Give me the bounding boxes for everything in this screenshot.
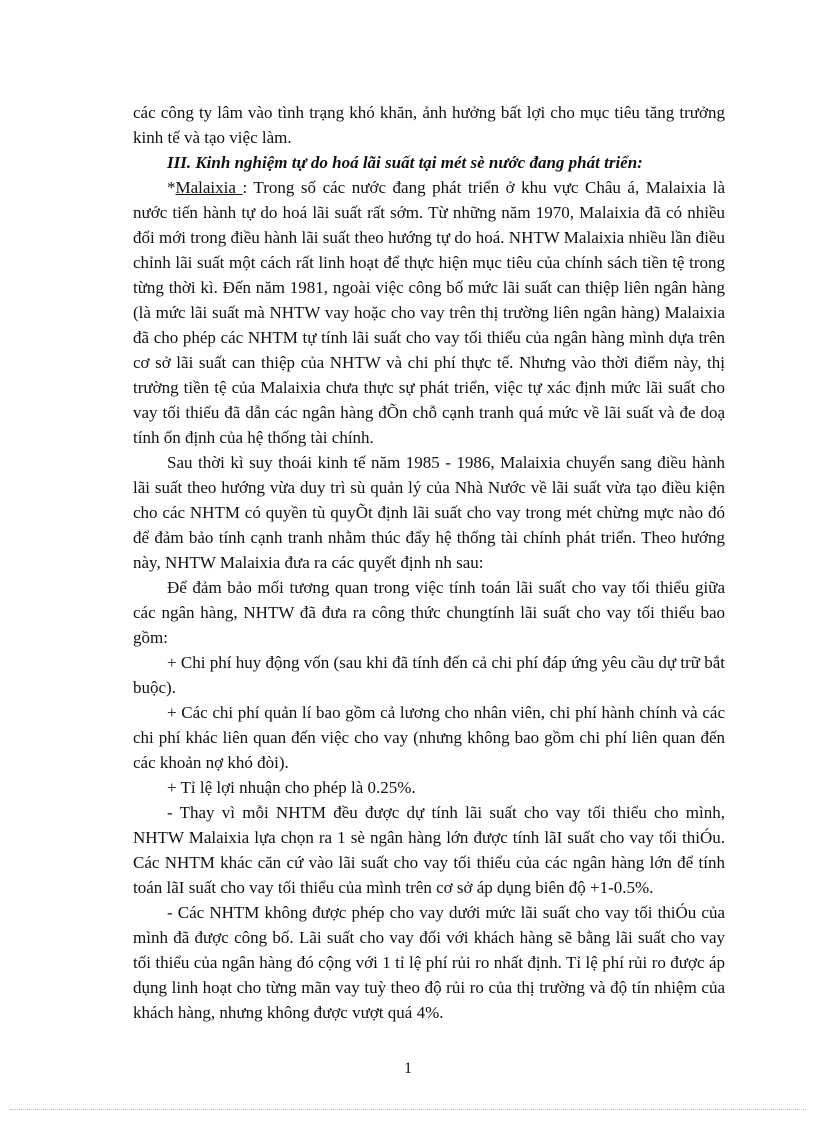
page-number: 1 xyxy=(404,1060,412,1077)
dash-item-min-rate: - Các NHTM không được phép cho vay dưới mức lãi suất cho vay tối thiÓu của mình đã được công bố. Lãi suất cho vay đối với khách hàng sẽ bằng lãi suất cho vay tối thiểu của ngân hàng đó cộng với 1 tỉ lệ phí rủi ro nhất định. Tỉ lệ phí rủi ro được áp dụng linh hoạt cho từng mãn vay tuỳ theo độ rủi ro của thị trường và độ tín nhiệm của khách hàng, nhưng không được vượt quá 4%. xyxy=(133,903,725,1022)
intro-paragraph: các công ty lâm vào tình trạng khó khăn, ảnh hưởng bất lợi cho mục tiêu tăng trưởng kinh tế và tạo việc làm. xyxy=(133,103,725,147)
list-item-profit-rate: + Tỉ lệ lợi nhuận cho phép là 0.25%. xyxy=(167,778,416,797)
page-bottom-divider xyxy=(10,1109,806,1110)
malaysia-text: : Trong số các nước đang phát triển ở khu vực Châu á, Malaixia là nước tiến hành tự do hoá lãi suất rất sớm. Từ những năm 1970, Malaixia đã có nhiều đổi mới trong điều hành lãi suất theo hướng tự do hoá. NHTW Malaixia nhiều lần điều chỉnh lãi suất một cách rất linh hoạt để thực hiện mục tiêu của chính sách tiền tệ trong từng thời kì. Đến năm 1981, ngoài việc công bố mức lãi suất can thiệp liên ngân hàng (là mức lãi suất mà NHTW vay hoặc cho vay trên thị trường liên ngân hàng) Malaixia đã cho phép các NHTM tự tính lãi suất cho vay tối thiểu của ngân hàng mình dựa trên cơ sở lãi suất can thiệp của NHTW và chi phí thực tế. Nhưng vào thời điểm này, thị trường tiền tệ của Malaixia chưa thực sự phát triển, việc tự xác định mức lãi suất cho vay tối thiểu đã dẫn các ngân hàng đÕn chỗ cạnh tranh quá mức về lãi suất và đe doạ tính ổn định của hệ thống tài chính. xyxy=(133,178,726,447)
paragraph-reform: Sau thời kì suy thoái kinh tế năm 1985 - 1986, Malaixia chuyển sang điều hành lãi suất theo hướng vừa duy trì sù quản lý của Nhà Nước về lãi suất vừa tạo điều kiện cho các NHTM có quyền tù quyÕt định lãi suất cho vay trong mét chừng mực nào đó để đảm bảo tính cạnh tranh nhằm thúc đẩy hệ thống tài chính phát triển. Theo hướng này, NHTW Malaixia đưa ra các quyết định nh sau: xyxy=(133,453,725,572)
list-item-funding-cost: + Chi phí huy động vốn (sau khi đã tính đến cả chi phí đáp ứng yêu cầu dự trữ bắt buộc). xyxy=(133,653,725,697)
paragraph-formula: Để đảm bảo mối tương quan trong việc tính toán lãi suất cho vay tối thiểu giữa các ngân hàng, NHTW đã đưa ra công thức chungtính lãi suất cho vay tối thiểu bao gồm: xyxy=(133,578,725,647)
document-body xyxy=(133,100,725,1025)
dash-item-base-banks: - Thay vì mỗi NHTM đều được dự tính lãi suất cho vay tối thiểu cho mình, NHTW Malaixia lựa chọn ra 1 sè ngân hàng lớn được tính lãI suất cho vay tối thiÓu. Các NHTM khác căn cứ vào lãi suất cho vay tối thiểu của các ngân hàng lớn để tính toán lãI suất cho vay tối thiểu của mình trên cơ sở áp dụng biên độ +1-0.5%. xyxy=(133,803,725,897)
list-item-admin-cost: + Các chi phí quản lí bao gồm cả lương cho nhân viên, chi phí hành chính và các chi phí khác liên quan đến việc cho vay (nhưng không bao gồm chi phí liên quan đến các khoản nợ khó đòi). xyxy=(133,703,725,772)
section-heading: III. Kinh nghiệm tự do hoá lãi suất tại mét sè nước đang phát triển: xyxy=(167,153,643,172)
malaysia-label: Malaixia xyxy=(175,178,243,197)
malaysia-prefix: * xyxy=(167,178,176,197)
malaysia-paragraph xyxy=(133,175,725,450)
